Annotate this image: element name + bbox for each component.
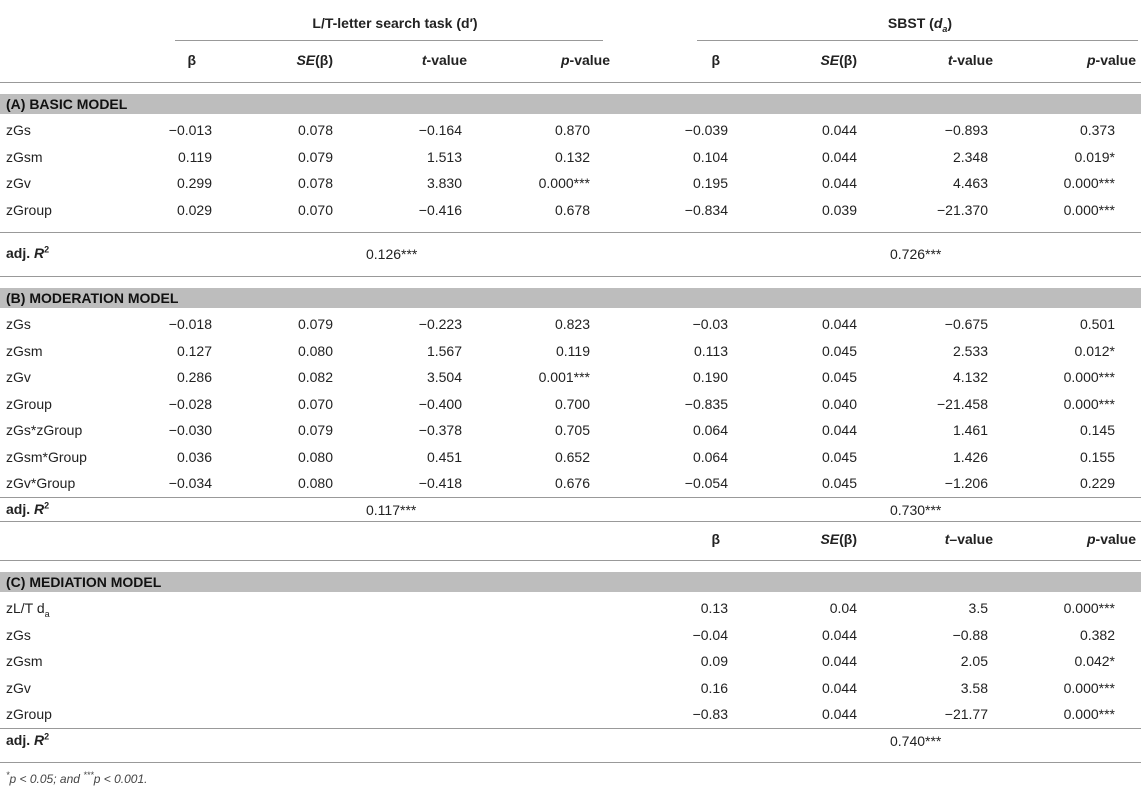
section-b-rule: [0, 497, 1141, 498]
sbst-cell-p-value: 0.155: [1079, 448, 1115, 465]
lt-cell-p-value: 0.001***: [538, 369, 590, 385]
sbst-cell-p-value: 0.145: [1079, 422, 1115, 438]
lt-cell-t-value: −0.400: [418, 395, 462, 412]
sbst-cell-t-value: 2.05: [960, 653, 988, 669]
sbst-cell-t-value: −0.675: [944, 316, 988, 332]
section-a-bottom-rule: [0, 276, 1141, 277]
sbst-cell-p-value: 0.042*: [1074, 653, 1115, 669]
row-label: zGsm: [6, 148, 43, 165]
sbst-cell-se: 0.044: [821, 626, 857, 643]
lt-cell-p-value: 0.700: [554, 395, 590, 412]
lt-cell-p-value: 0.000***: [538, 175, 590, 191]
sbst-header-beta: β: [711, 52, 720, 68]
row-label: zGv: [6, 175, 31, 191]
lt-cell-se: 0.070: [297, 395, 333, 412]
sbst-cell-beta: −0.04: [692, 626, 728, 643]
row-label: zGsm: [6, 342, 43, 359]
row-label: zGsm*Group: [6, 448, 87, 465]
header-rule: [0, 82, 1141, 83]
sbst-cell-beta: 0.13: [700, 600, 728, 616]
lt-cell-beta: 0.029: [176, 201, 212, 218]
sbst-cell-se: 0.045: [821, 475, 857, 491]
sbst-header-t-value: t-value: [947, 52, 993, 68]
lt-cell-se: 0.078: [297, 122, 333, 138]
section-b-band: [0, 288, 1141, 308]
sbst-cell-p-value: 0.019*: [1074, 148, 1115, 165]
lt-header-beta: β: [187, 52, 196, 68]
mediation-header-beta: β: [711, 531, 720, 547]
row-label: zGv*Group: [6, 475, 76, 491]
lt-cell-t-value: −0.418: [418, 475, 462, 491]
lt-cell-p-value: 0.652: [554, 448, 590, 465]
sbst-cell-se: 0.045: [821, 448, 857, 465]
sbst-cell-t-value: 3.5: [968, 600, 988, 616]
sbst-cell-se: 0.044: [821, 175, 857, 191]
section-c-rule: [0, 728, 1141, 729]
lt-cell-t-value: −0.164: [418, 122, 462, 138]
section-a-adj-r2-lt: 0.126***: [366, 246, 418, 262]
lt-cell-beta: 0.036: [176, 448, 212, 465]
lt-cell-t-value: 3.504: [426, 369, 462, 385]
mediation-header-p-value: p-value: [1086, 531, 1136, 547]
sbst-cell-beta: 0.113: [694, 342, 728, 359]
lt-cell-se: 0.080: [297, 342, 333, 359]
lt-cell-t-value: −0.223: [418, 316, 462, 332]
sbst-cell-p-value: 0.000***: [1063, 600, 1115, 616]
sbst-cell-p-value: 0.000***: [1063, 369, 1115, 385]
group2-title: SBST $(d_a)$: [887, 15, 953, 34]
lt-cell-se: 0.080: [297, 475, 333, 491]
lt-cell-p-value: 0.678: [554, 201, 590, 218]
row-label: zGs: [6, 122, 31, 138]
section-c-adj-r2-sbst: 0.740***: [890, 733, 942, 749]
lt-cell-p-value: 0.870: [554, 122, 590, 138]
sbst-cell-p-value: 0.382: [1079, 626, 1115, 643]
sbst-cell-p-value: 0.000***: [1063, 175, 1115, 191]
sbst-cell-t-value: −0.88: [952, 626, 988, 643]
lt-cell-se: 0.070: [297, 201, 333, 218]
sbst-cell-beta: −0.834: [684, 201, 728, 218]
sbst-cell-t-value: 2.533: [952, 342, 988, 359]
sbst-cell-t-value: −21.458: [937, 395, 988, 412]
sbst-cell-p-value: 0.012*: [1074, 342, 1115, 359]
lt-cell-beta: 0.119: [178, 148, 212, 165]
sbst-cell-beta: 0.09: [700, 653, 728, 669]
lt-cell-t-value: −0.378: [418, 422, 462, 438]
sbst-cell-se: 0.045: [821, 342, 857, 359]
mediation-header-t-value: t–value: [944, 531, 993, 547]
section-a-band: [0, 94, 1141, 114]
lt-cell-beta: −0.028: [168, 395, 212, 412]
sbst-cell-beta: −0.835: [684, 395, 728, 412]
lt-header-se: SE(β): [296, 52, 333, 68]
sbst-cell-t-value: 1.461: [952, 422, 988, 438]
sbst-cell-p-value: 0.000***: [1063, 201, 1115, 218]
sbst-cell-beta: −0.03: [692, 316, 728, 332]
sbst-cell-p-value: 0.501: [1079, 316, 1115, 332]
sbst-cell-beta: −0.039: [684, 122, 728, 138]
sbst-cell-beta: −0.054: [684, 475, 728, 491]
lt-cell-t-value: 1.567: [426, 342, 462, 359]
sbst-cell-t-value: −21.77: [944, 706, 988, 722]
sbst-cell-se: 0.04: [829, 600, 857, 616]
sbst-cell-t-value: 4.132: [952, 369, 988, 385]
row-label: zGs: [6, 316, 31, 332]
sbst-cell-se: 0.044: [821, 653, 857, 669]
sbst-cell-p-value: 0.000***: [1063, 395, 1115, 412]
sbst-cell-beta: 0.195: [692, 175, 728, 191]
sbst-cell-se: 0.044: [821, 422, 857, 438]
sbst-cell-se: 0.044: [821, 122, 857, 138]
row-label: zGroup: [6, 201, 52, 218]
section-b-bottom-rule: [0, 521, 1141, 522]
sbst-header-se: SE(β): [820, 52, 857, 68]
sbst-cell-beta: 0.064: [692, 448, 728, 465]
lt-cell-se: 0.080: [297, 448, 333, 465]
row-label: zGroup: [6, 706, 52, 722]
lt-cell-beta: −0.030: [168, 422, 212, 438]
sbst-cell-t-value: 3.58: [960, 679, 988, 696]
section-c-band: [0, 572, 1141, 592]
section-c-header-rule: [0, 560, 1141, 561]
lt-cell-t-value: 1.513: [426, 148, 462, 165]
lt-cell-se: 0.079: [297, 316, 333, 332]
lt-cell-se: 0.079: [297, 422, 333, 438]
sbst-cell-p-value: 0.229: [1079, 475, 1115, 491]
lt-cell-p-value: 0.119: [556, 342, 590, 359]
lt-cell-p-value: 0.676: [554, 475, 590, 491]
section-b-adj-r2-sbst: 0.730***: [890, 502, 942, 518]
sbst-cell-p-value: 0.000***: [1063, 679, 1115, 696]
lt-cell-se: 0.082: [297, 369, 333, 385]
group2-underline: [697, 40, 1138, 41]
section-a-adj-r2-sbst: 0.726***: [890, 246, 942, 262]
sbst-cell-se: 0.040: [821, 395, 857, 412]
lt-cell-t-value: 3.830: [426, 175, 462, 191]
sbst-cell-beta: 0.16: [700, 679, 728, 696]
section-a-adj-r2-label: adj. $R^2$: [6, 244, 50, 261]
row-label: zGsm: [6, 653, 43, 669]
lt-header-p-value: p-value: [560, 52, 610, 68]
lt-cell-beta: 0.286: [176, 369, 212, 385]
sbst-cell-t-value: −21.370: [937, 201, 988, 218]
sbst-cell-p-value: 0.000***: [1063, 706, 1115, 722]
section-b-title: (B) MODERATION MODEL: [6, 290, 179, 306]
sbst-cell-p-value: 0.373: [1079, 122, 1115, 138]
sbst-cell-t-value: 1.426: [952, 448, 988, 465]
sbst-cell-se: 0.044: [821, 316, 857, 332]
sbst-cell-t-value: 4.463: [952, 175, 988, 191]
lt-cell-p-value: 0.705: [554, 422, 590, 438]
sbst-cell-beta: −0.83: [692, 706, 728, 722]
group1-title: L/T-letter search task (d′): [312, 15, 478, 31]
row-label: zGv: [6, 369, 31, 385]
lt-cell-beta: −0.013: [168, 122, 212, 138]
section-a-title: (A) BASIC MODEL: [6, 96, 128, 112]
row-label: zL/T $d_a$: [6, 600, 50, 619]
section-c-adj-r2-label: adj. $R^2$: [6, 731, 50, 748]
sbst-cell-t-value: 2.348: [952, 148, 988, 165]
lt-cell-beta: −0.034: [168, 475, 212, 491]
lt-cell-p-value: 0.823: [554, 316, 590, 332]
sbst-header-p-value: p-value: [1086, 52, 1136, 68]
lt-cell-beta: 0.299: [176, 175, 212, 191]
sbst-cell-beta: 0.104: [692, 148, 728, 165]
lt-cell-beta: 0.127: [176, 342, 212, 359]
lt-cell-p-value: 0.132: [554, 148, 590, 165]
mediation-header-se: SE(β): [820, 531, 857, 547]
sbst-cell-beta: 0.190: [692, 369, 728, 385]
section-c-title: (C) MEDIATION MODEL: [6, 574, 162, 590]
lt-cell-se: 0.079: [297, 148, 333, 165]
sbst-cell-beta: 0.064: [692, 422, 728, 438]
sbst-cell-se: 0.045: [821, 369, 857, 385]
group1-underline: [175, 40, 603, 41]
row-label: zGs: [6, 626, 31, 643]
section-a-rule: [0, 232, 1141, 233]
section-b-adj-r2-lt: 0.117***: [366, 502, 417, 518]
table-bottom-rule: [0, 762, 1141, 763]
row-label: zGs*zGroup: [6, 422, 83, 438]
lt-cell-beta: −0.018: [168, 316, 212, 332]
sbst-cell-se: 0.039: [821, 201, 857, 218]
lt-cell-se: 0.078: [297, 175, 333, 191]
sbst-cell-t-value: −1.206: [944, 475, 988, 491]
lt-cell-t-value: 0.451: [426, 448, 462, 465]
row-label: zGv: [6, 679, 31, 696]
sbst-cell-se: 0.044: [821, 679, 857, 696]
footnote: *p < 0.05; and ***p < 0.001.: [6, 770, 148, 786]
sbst-cell-se: 0.044: [821, 148, 857, 165]
section-b-adj-r2-label: adj. $R^2$: [6, 500, 50, 517]
lt-cell-t-value: −0.416: [418, 201, 462, 218]
sbst-cell-se: 0.044: [821, 706, 857, 722]
lt-header-t-value: t-value: [421, 52, 467, 68]
row-label: zGroup: [6, 395, 52, 412]
sbst-cell-t-value: −0.893: [944, 122, 988, 138]
